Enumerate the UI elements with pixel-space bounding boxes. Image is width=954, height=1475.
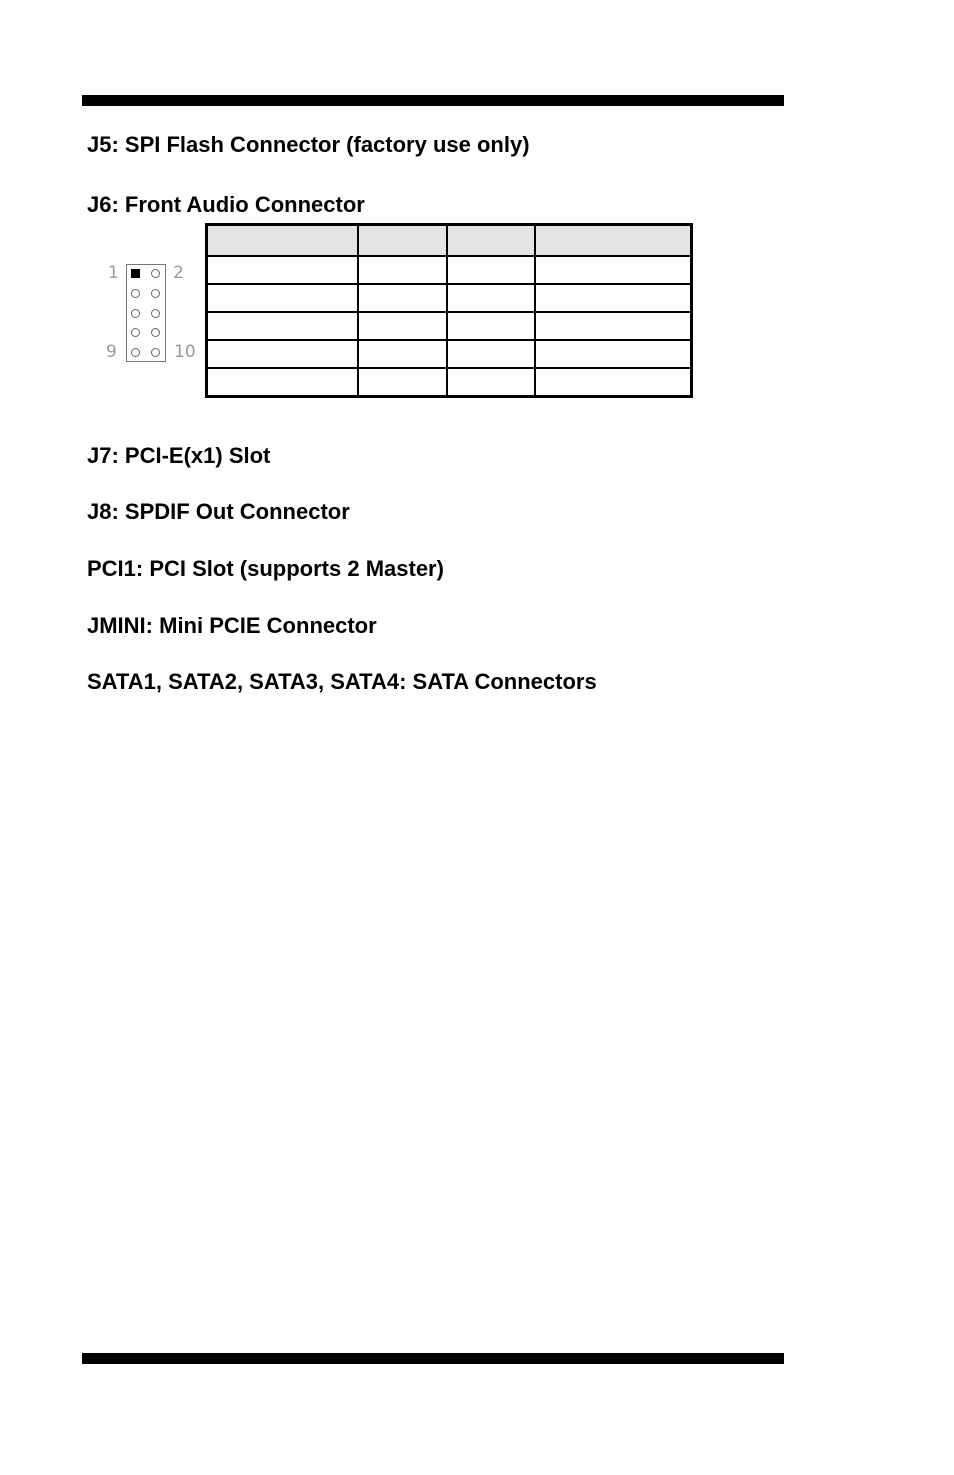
table-cell <box>358 312 447 340</box>
table-cell <box>358 368 447 397</box>
table-header-cell <box>358 225 447 257</box>
pin-label-10: 10 <box>174 342 196 362</box>
table-row <box>207 368 692 397</box>
table-cell <box>358 340 447 368</box>
table-cell <box>207 284 358 312</box>
table-cell <box>447 312 535 340</box>
table-cell <box>535 256 692 284</box>
table-row <box>207 284 692 312</box>
pin-6 <box>151 309 160 318</box>
table-cell <box>535 312 692 340</box>
pin-header-outline <box>126 264 166 362</box>
table-cell <box>207 256 358 284</box>
heading-j5: J5: SPI Flash Connector (factory use only) <box>87 132 530 157</box>
heading-j7: J7: PCI-E(x1) Slot <box>87 443 271 468</box>
pin-4 <box>151 289 160 298</box>
table-cell <box>358 256 447 284</box>
pin-1-square <box>131 269 140 278</box>
table-header-cell <box>447 225 535 257</box>
table-header-cell <box>535 225 692 257</box>
pin-label-1: 1 <box>108 263 119 283</box>
pin-10 <box>151 348 160 357</box>
heading-j8: J8: SPDIF Out Connector <box>87 499 350 524</box>
pin-2 <box>151 269 160 278</box>
pin-label-9: 9 <box>106 342 117 362</box>
table-cell <box>535 340 692 368</box>
table-cell <box>358 284 447 312</box>
pin-7 <box>131 328 140 337</box>
pin-9 <box>131 348 140 357</box>
heading-sata: SATA1, SATA2, SATA3, SATA4: SATA Connectors <box>87 669 597 694</box>
heading-j6: J6: Front Audio Connector <box>87 192 365 217</box>
table-cell <box>447 368 535 397</box>
table-cell <box>535 368 692 397</box>
table-row <box>207 340 692 368</box>
pin-8 <box>151 328 160 337</box>
pin-label-2: 2 <box>173 263 184 283</box>
table-cell <box>207 368 358 397</box>
table-cell <box>447 340 535 368</box>
table-cell <box>535 284 692 312</box>
pin-3 <box>131 289 140 298</box>
table-header-cell <box>207 225 358 257</box>
table-cell <box>447 256 535 284</box>
pin-5 <box>131 309 140 318</box>
table-cell <box>447 284 535 312</box>
table-header-row <box>207 225 692 257</box>
bottom-rule <box>82 1353 784 1364</box>
table-row <box>207 256 692 284</box>
heading-jmini: JMINI: Mini PCIE Connector <box>87 613 377 638</box>
table-cell <box>207 340 358 368</box>
j6-pinout-table <box>205 223 693 398</box>
table-row <box>207 312 692 340</box>
heading-pci1: PCI1: PCI Slot (supports 2 Master) <box>87 556 444 581</box>
table-cell <box>207 312 358 340</box>
top-rule <box>82 95 784 106</box>
